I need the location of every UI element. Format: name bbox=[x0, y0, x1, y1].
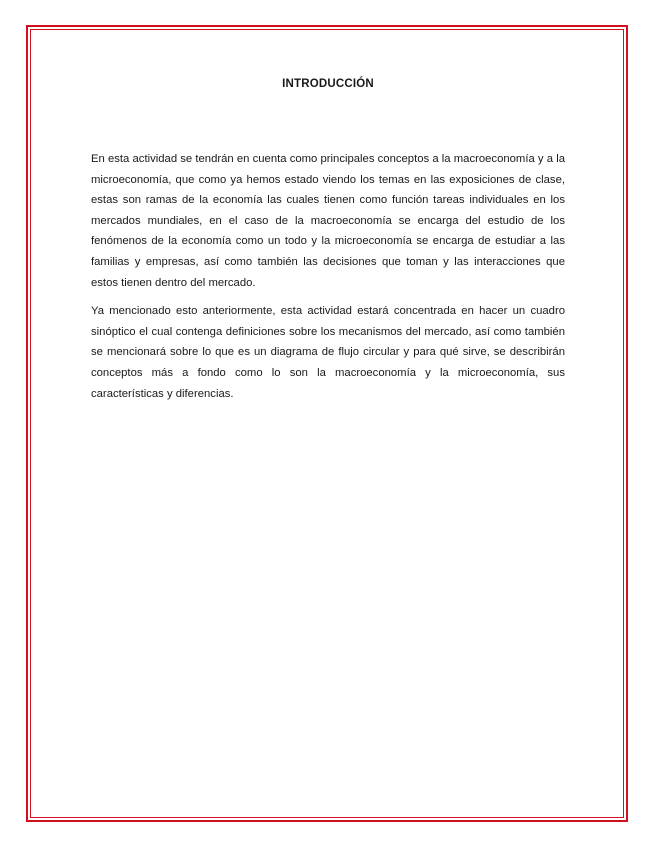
document-title: INTRODUCCIÓN bbox=[282, 78, 374, 90]
paragraph-1: En esta actividad se tendrán en cuenta como principales conceptos a la macroeconomía y a la microeconomía, que como ya hemos estado viendo los temas en las exposiciones de clase, estas son ramas de la economía las cuales tienen como función tareas individuales en los mercados mundiales, en el caso de la macroeconomía se encarga del estudio de los fenómenos de la economía como un todo y la microeconomía se encarga de estudiar a las familias y empresas, así como también las decisiones que toman y las interacciones que estos tienen dentro del mercado. bbox=[91, 153, 565, 289]
document-body bbox=[91, 76, 565, 412]
paragraph-2: Ya mencionado esto anteriormente, esta actividad estará concentrada en hacer un cuadro sinóptico el cual contenga definiciones sobre los mecanismos del mercado, así como también se mencionará sobre lo que es un diagrama de flujo circular y para qué sirve, se describirán conceptos más a fondo como lo son la macroeconomía y la microeconomía, sus características y diferencias. bbox=[91, 305, 565, 400]
